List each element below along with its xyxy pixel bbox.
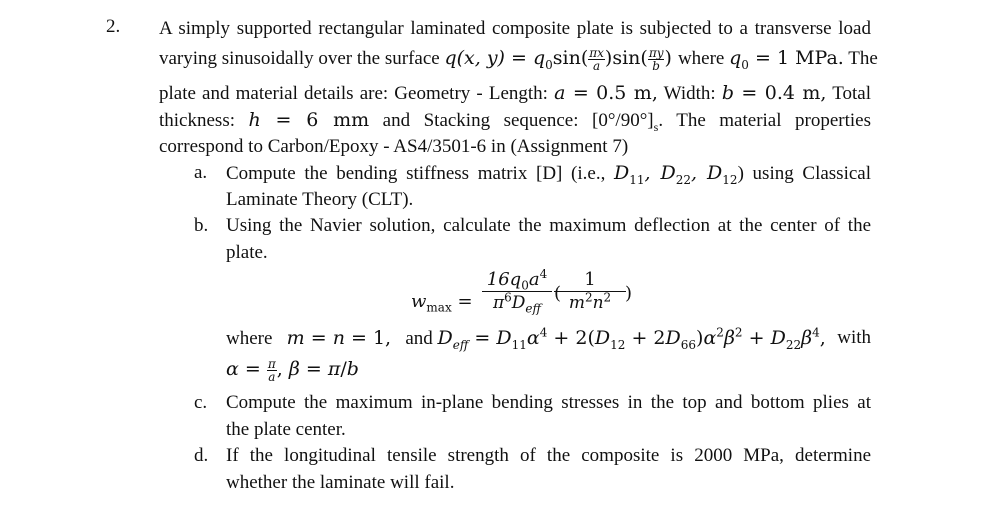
part-a-label: a. — [194, 162, 208, 183]
effective-stiffness: $D_{eff} = D_{11}\alpha^4 + 2(D_{12} + 2D_{66})\alpha^2\beta^2 + D_{22}\beta^4$, — [437, 325, 826, 352]
load-function: q(x, $y) = q_0\sin$( $\frac{\pi x}{a}$ )sin( $\frac{\pi y}{b}$ ) — [444, 45, 672, 73]
intro-line-4: thickness: h = 6 mm and Stacking sequence: $[0^\circ/90^\circ]_s$. The material properties — [159, 109, 871, 134]
part-a-line-1: Compute the bending stiffness matrix [D] (i.e., $D_{11}$, $D_{22}$, $D_{12}$) using Classical — [226, 162, 871, 187]
where-line: where m = n = 1, and $D_{eff} = D_{11}\alpha^4 + 2(D_{12} + 2D_{66})\alpha^2\beta^2 + D_{22}\beta^4$, with — [226, 325, 871, 352]
part-c-label: c. — [194, 392, 208, 413]
mode-numbers: m = n = 1, — [286, 327, 392, 349]
width-value: b = 0.4 m, — [721, 82, 827, 104]
modal-denominator: $m^2n^2$ — [568, 290, 612, 313]
intro-line-2: varying sinusoidally over the surface q(x, $y) = q_0\sin$( $\frac{\pi x}{a}$ )sin( $\frac{\pi y}{b}$ ) where $q_0 = 1$ MPa. The — [159, 45, 878, 73]
deflection-numerator: $16q_0a^4$ — [482, 269, 552, 292]
part-c-line-1: Compute the maximum in-plane bending stresses in the top and bottom plies at — [226, 392, 871, 413]
part-d-label: d. — [194, 445, 209, 466]
part-b-line-2: plate. — [226, 242, 268, 263]
intro-line-3: plate and material details are: Geometry - Length: a = 0.5 m, Width: b = 0.4 m, Total — [159, 82, 872, 104]
alpha-beta-line: α = $\frac{\pi}{a}$ , β = π/b — [226, 356, 359, 384]
modal-fraction — [554, 269, 632, 314]
stacking-sequence: $[0^\circ/90^\circ]_s$. — [592, 110, 664, 134]
stiffness-terms: $D_{11}$, $D_{22}$, $D_{12}$ — [614, 162, 738, 187]
question-number: 2. — [106, 16, 121, 37]
part-a-line-2: Laminate Theory (CLT). — [226, 189, 414, 210]
modal-numerator: ( 1 ) — [554, 269, 632, 304]
thickness-value: h = 6 mm — [248, 109, 370, 131]
deflection-fraction — [482, 269, 552, 314]
w-max-symbol: $w_{max}$ = — [411, 291, 473, 315]
intro-line-5: correspond to Carbon/Epoxy - AS4/3501-6 in (Assignment 7) — [159, 136, 629, 157]
part-d-line-2: whether the laminate will fail. — [226, 472, 455, 493]
length-value: a = 0.5 m, — [554, 82, 658, 104]
part-d-line-1: If the longitudinal tensile strength of the composite is 2000 MPa, determine — [226, 445, 871, 466]
part-b-label: b. — [194, 215, 209, 236]
intro-line-1: A simply supported rectangular laminated composite plate is subjected to a transverse load — [159, 18, 871, 39]
deflection-denominator: $\pi^6D_{eff}$ — [492, 290, 542, 316]
part-b-line-1: Using the Navier solution, calculate the maximum deflection at the center of the — [226, 215, 871, 236]
part-c-line-2: the plate center. — [226, 419, 346, 440]
load-amplitude: $q_0 = 1$ MPa. — [729, 47, 844, 72]
